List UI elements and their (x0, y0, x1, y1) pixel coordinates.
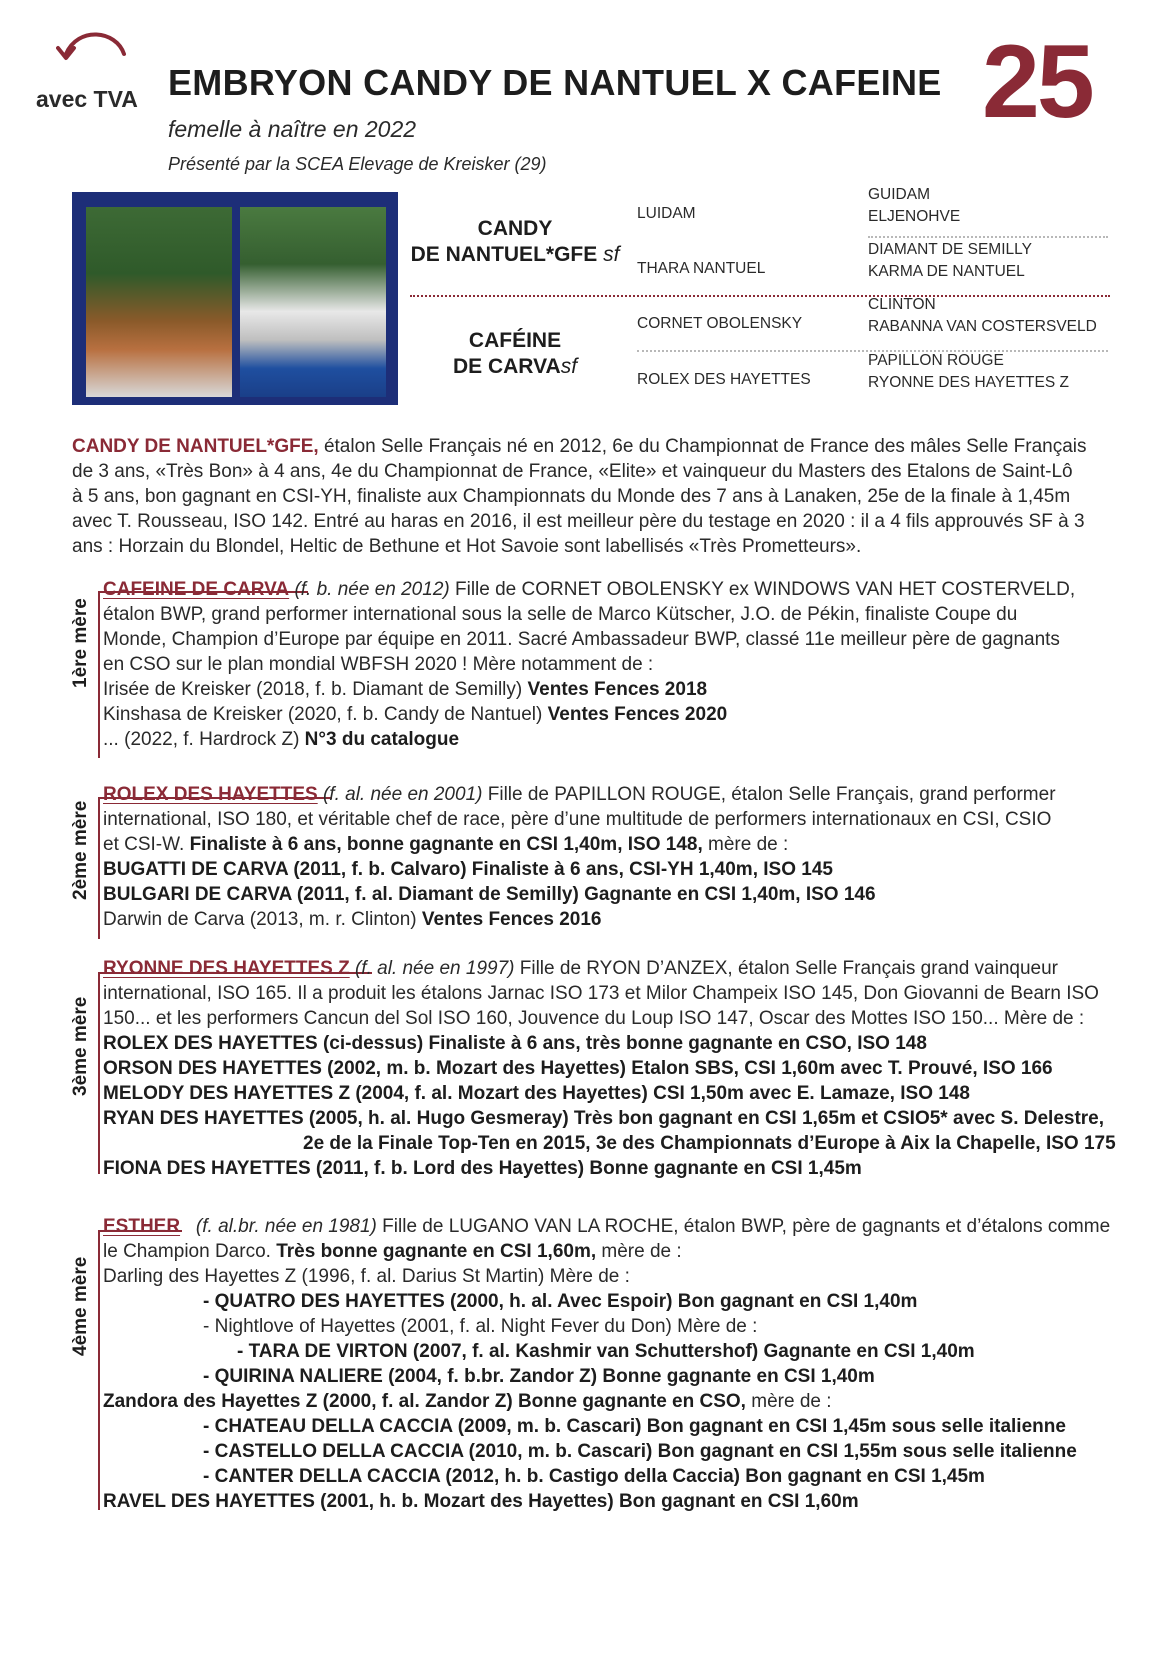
sire-description (72, 434, 1112, 559)
text-line: international, ISO 180, et véritable chef de race, père d’une multitude de performers internationaux en CSI, CSIO (103, 809, 1052, 830)
pedigree-divider (868, 236, 1108, 238)
text-line: à 5 ans, bon gagnant en CSI-YH, finaliste aux Championnats du Monde des 7 ans à Lanaken, 25e de la finale à 1,45m (72, 486, 1071, 507)
text-line: étalon BWP, grand performer international sous la selle de Marco Kütscher, J.O. de Pékin, finaliste Coupe du (103, 604, 1018, 625)
mere4-info: (f. al.br. née en 1981) (195, 1216, 377, 1237)
pedigree-parent: LUIDAM (637, 205, 696, 222)
offspring-line: - QUATRO DES HAYETTES (2000, h. al. Avec Espoir) Bon gagnant en CSI 1,40m (203, 1291, 918, 1312)
offspring-line: ROLEX DES HAYETTES (ci-dessus) Finaliste à 6 ans, très bonne gagnante en CSO, ISO 148 (103, 1033, 927, 1054)
text-line: le Champion Darco. Très bonne gagnante en CSI 1,60m, mère de : (103, 1241, 682, 1262)
offspring-line: - QUIRINA NALIERE (2004, f. b.br. Zandor Z) Bonne gagnante en CSI 1,40m (203, 1366, 875, 1387)
pedigree-parent: CORNET OBOLENSKY (637, 315, 803, 332)
pedigree-parent: ROLEX DES HAYETTES (637, 371, 811, 388)
pedigree-grandparent: ELJENOHVE (868, 208, 961, 225)
lot-presenter: Présenté par la SCEA Elevage de Kreisker (29) (168, 154, 547, 174)
mere1-name: CAFEINE DE CARVA (103, 579, 290, 600)
pedigree-table (410, 186, 1110, 406)
offspring-line: RAVEL DES HAYETTES (2001, h. b. Mozart des Hayettes) Bon gagnant en CSI 1,60m (103, 1491, 859, 1512)
pedigree-grandparent: PAPILLON ROUGE (868, 352, 1004, 369)
photo-sire (86, 207, 232, 397)
dam-suffix: sf (560, 355, 578, 378)
offspring-line: Darwin de Carva (2013, m. r. Clinton) Ventes Fences 2016 (103, 909, 602, 930)
offspring-line: Irisée de Kreisker (2018, f. b. Diamant de Semilly) Ventes Fences 2018 (103, 679, 708, 700)
mere3-name: RYONNE DES HAYETTES Z (103, 958, 350, 979)
dam-name-line1: CAFÉINE (468, 329, 562, 352)
horse-photo (72, 192, 398, 405)
offspring-line: ORSON DES HAYETTES (2002, m. b. Mozart des Hayettes) Etalon SBS, CSI 1,60m avec T. Prouvé, ISO 166 (103, 1058, 1053, 1079)
mere1-section (103, 577, 1113, 752)
mere2-section (103, 782, 1113, 932)
photo-dam (240, 207, 386, 397)
pedigree-divider (410, 295, 1110, 297)
text-line: Fille de RYON D’ANZEX, étalon Selle Français grand vainqueur (514, 958, 1058, 979)
sire-name-line2: DE NANTUEL*GFE (410, 243, 598, 266)
pedigree-dam (410, 328, 620, 380)
mere1-label: 1ère mère (70, 598, 91, 688)
mere4-label: 4ème mère (70, 1256, 91, 1356)
offspring-line: RYAN DES HAYETTES (2005, h. al. Hugo Gesmeray) Très bon gagnant en CSI 1,65m et CSIO5* avec S. Delestre, (103, 1108, 1105, 1129)
tva-label: avec TVA (36, 86, 138, 112)
offspring-line: BUGATTI DE CARVA (2011, f. b. Calvaro) Finaliste à 6 ans, CSI-YH 1,40m, ISO 145 (103, 859, 833, 880)
text-line: Monde, Champion d’Europe par équipe en 2011. Sacré Ambassadeur BWP, classé 11e meilleur père de gagnants (103, 629, 1060, 650)
sire-suffix: sf (603, 243, 620, 266)
tva-badge (36, 28, 148, 118)
offspring-line: FIONA DES HAYETTES (2011, f. b. Lord des Hayettes) Bonne gagnante en CSI 1,45m (103, 1158, 862, 1179)
pedigree-grandparent: CLINTON (868, 296, 936, 313)
mere2-info: (f. al. née en 2001) (322, 784, 483, 805)
lot-subtitle: femelle à naître en 2022 (168, 116, 417, 142)
mere1-info: (f. b. née en 2012) (294, 579, 450, 600)
text-line: ans : Horzain du Blondel, Heltic de Bethune et Hot Savoie sont labellisés «Très Prometteurs». (72, 536, 862, 557)
text-line: Zandora des Hayettes Z (2000, f. al. Zandor Z) Bonne gagnante en CSO, mère de : (103, 1391, 832, 1412)
dam-name-line2: DE CARVA (452, 355, 561, 378)
mere3-label: 3ème mère (70, 996, 91, 1096)
text-line: Fille de CORNET OBOLENSKY ex WINDOWS VAN HET COSTERVELD, (449, 579, 1076, 600)
text-line: Fille de LUGANO VAN LA ROCHE, étalon BWP, père de gagnants et d’étalons comme (376, 1216, 1111, 1237)
mere2-label: 2ème mère (70, 800, 91, 900)
offspring-line: - CANTER DELLA CACCIA (2012, h. b. Castigo della Caccia) Bon gagnant en CSI 1,45m (203, 1466, 985, 1487)
text-line: en CSO sur le plan mondial WBFSH 2020 ! Mère notamment de : (103, 654, 654, 675)
text-line: Darling des Hayettes Z (1996, f. al. Darius St Martin) Mère de : (103, 1266, 630, 1287)
pedigree-grandparent: KARMA DE NANTUEL (868, 263, 1025, 280)
mere3-info: (f. al. née en 1997) (354, 958, 515, 979)
pedigree-grandparent: DIAMANT DE SEMILLY (868, 241, 1032, 258)
lot-title: EMBRYON CANDY DE NANTUEL X CAFEINE (168, 62, 942, 103)
pedigree-divider (637, 350, 1108, 352)
offspring-line: ... (2022, f. Hardrock Z) N°3 du catalogue (103, 729, 460, 750)
offspring-line: BULGARI DE CARVA (2011, f. al. Diamant de Semilly) Gagnante en CSI 1,40m, ISO 146 (103, 884, 876, 905)
mere3-section (103, 956, 1116, 1181)
mere4-section (103, 1214, 1113, 1514)
text-line: international, ISO 165. Il a produit les étalons Jarnac ISO 173 et Milor Champeix ISO 145, Don Giovanni de Bearn ISO (103, 983, 1099, 1004)
text-line: 150... et les performers Cancun del Sol ISO 160, Jouvence du Loup ISO 147, Oscar des Mottes ISO 150... Mère de : (103, 1008, 1085, 1029)
sire-name-line1: CANDY (477, 217, 553, 240)
text-line: de 3 ans, «Très Bon» à 4 ans, 4e du Championnat de France, «Elite» et vainqueur du Masters des Etalons de Saint-Lô (72, 461, 1073, 482)
pedigree-parent: THARA NANTUEL (637, 260, 766, 277)
offspring-line: - TARA DE VIRTON (2007, f. al. Kashmir van Schuttershof) Gagnante en CSI 1,40m (237, 1341, 975, 1362)
text-line: Fille de PAPILLON ROUGE, étalon Selle Français, grand performer (482, 784, 1056, 805)
pedigree-grandparent: GUIDAM (868, 186, 930, 203)
text-line: et CSI-W. Finaliste à 6 ans, bonne gagnante en CSI 1,40m, ISO 148, mère de : (103, 834, 789, 855)
text-line: étalon Selle Français né en 2012, 6e du Championnat de France des mâles Selle Français (318, 436, 1087, 457)
offspring-line: 2e de la Finale Top-Ten en 2015, 3e des Championnats d’Europe à Aix la Chapelle, ISO 175 (303, 1133, 1116, 1154)
pedigree-grandparent: RABANNA VAN COSTERSVELD (868, 318, 1097, 335)
offspring-line: - CASTELLO DELLA CACCIA (2010, m. b. Cascari) Bon gagnant en CSI 1,55m sous selle italienne (203, 1441, 1077, 1462)
mere2-name: ROLEX DES HAYETTES (103, 784, 318, 805)
mere4-name: ESTHER (103, 1216, 181, 1237)
offspring-line: MELODY DES HAYETTES Z (2004, f. al. Mozart des Hayettes) CSI 1,50m avec E. Lamaze, ISO 148 (103, 1083, 970, 1104)
sire-name: CANDY DE NANTUEL*GFE, (72, 436, 319, 457)
offspring-line: - CHATEAU DELLA CACCIA (2009, m. b. Cascari) Bon gagnant en CSI 1,45m sous selle italienne (203, 1416, 1066, 1437)
lot-number: 25 (982, 24, 1092, 140)
curved-arrow-icon (56, 28, 136, 84)
offspring-line: Kinshasa de Kreisker (2020, f. b. Candy de Nantuel) Ventes Fences 2020 (103, 704, 728, 725)
offspring-line: - Nightlove of Hayettes (2001, f. al. Night Fever du Don) Mère de : (203, 1316, 758, 1337)
pedigree-sire (410, 216, 620, 268)
text-line: avec T. Rousseau, ISO 142. Entré au haras en 2016, il est meilleur père du testage en 2020 : il a 4 fils approuvés SF à 3 (72, 511, 1085, 532)
pedigree-grandparent: RYONNE DES HAYETTES Z (868, 374, 1069, 391)
